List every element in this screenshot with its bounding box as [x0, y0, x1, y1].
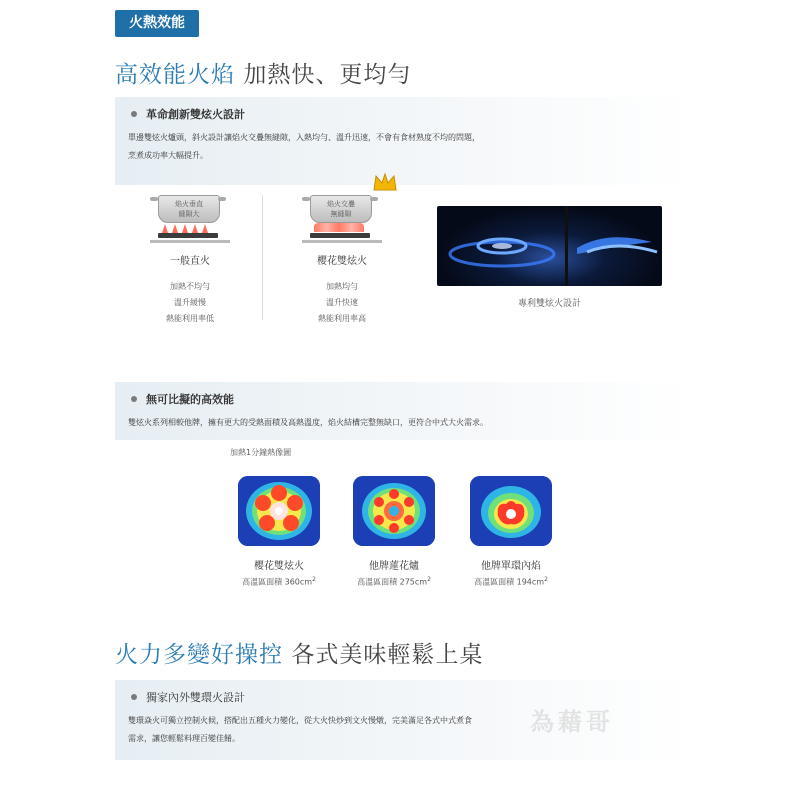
photo-caption: 專利雙炫火設計: [517, 299, 581, 309]
dual-flame-diagram: [302, 190, 382, 250]
section3-desc-line1: 雙環焱火可獨立控制火候，搭配出五種火力變化，從大火快炒到文火慢燉，完美滿足各式中式煮食: [128, 716, 472, 725]
thermal-area-2: [333, 572, 455, 591]
flame-icon: [182, 224, 188, 233]
thermal-image-2: [353, 476, 435, 546]
thermal-pattern-icon: [353, 476, 435, 546]
section1-title: [115, 56, 411, 89]
area-label: 高溫區面積: [242, 577, 283, 587]
section2-heading: 無可比擬的高效能: [146, 393, 234, 406]
section3-desc-line2: 需求，讓您輕鬆料理百變佳餚。: [128, 734, 240, 743]
section-tag: 火熱效能: [115, 10, 199, 37]
bullet-icon: [131, 396, 137, 402]
watermark: 為藉哥: [530, 708, 614, 736]
pot-icon: [158, 195, 220, 223]
left-pot-text-2: 縫隙大: [178, 210, 200, 218]
burner-icon: [310, 233, 370, 238]
section1-desc-line2: 烹煮成功率大幅提升。: [128, 151, 208, 160]
flame-icon: [162, 224, 168, 233]
bullet-icon: [131, 111, 137, 117]
thermal-image-3: [470, 476, 552, 546]
flame-icon: [192, 224, 198, 233]
ordinary-flame-diagram: [150, 190, 230, 250]
mid-note-3: 熱能利用率高: [318, 314, 366, 323]
pot-handle-icon: [218, 197, 226, 201]
left-label: 一般直火: [170, 256, 210, 267]
area-label: 高溫區面積: [474, 577, 515, 587]
area-value: 275cm: [399, 577, 428, 587]
section1-title-blue: 高效能火焰: [115, 62, 235, 88]
pot-handle-icon: [370, 197, 378, 201]
stove-top-line: [150, 240, 230, 243]
thermal-area-3: [450, 572, 572, 591]
heat-caption: 加熱1分鐘熱像圖: [230, 448, 292, 457]
section1-title-dark: 加熱快、更均勻: [243, 62, 412, 88]
area-value: 360cm: [284, 577, 313, 587]
left-note-1: 加熱不均勻: [170, 282, 210, 291]
area-label: 高溫區面積: [357, 577, 398, 587]
bullet-icon: [131, 694, 137, 700]
flame-icon: [172, 224, 178, 233]
thermal-image-1: [238, 476, 320, 546]
thermal-area-1: [218, 572, 340, 591]
thermal-pattern-icon: [470, 476, 552, 546]
mid-note-1: 加熱均勻: [326, 282, 358, 291]
flame-icon: [314, 223, 364, 232]
flame-icon: [202, 224, 208, 233]
section1-desc-line1: 單邊雙炫火爐頭，斜火設計讓焰火交疊無縫隙，入熱均勻、溫升迅速，不會有食材熟度不均的問題，: [128, 133, 480, 142]
area-unit-sup: 2: [427, 576, 431, 583]
section2-desc: 雙炫火系列相較他牌，擁有更大的受熱面積及高熱溫度，焰火結構完整無缺口，更符合中式大火需求。: [128, 418, 488, 427]
column-divider: [262, 195, 263, 320]
stove-top-line: [302, 240, 382, 243]
thermal-label-2: 他牌蓮花爐: [369, 561, 419, 572]
area-unit-sup: 2: [544, 576, 548, 583]
blue-flame-icon: [437, 206, 662, 286]
pot-handle-icon: [150, 197, 158, 201]
mid-pot-text-1: 焰火交疊: [327, 200, 355, 208]
pot-handle-icon: [302, 197, 310, 201]
mid-label: 櫻花雙炫火: [317, 256, 367, 267]
area-value: 194cm: [516, 577, 545, 587]
left-note-2: 溫升緩慢: [174, 298, 206, 307]
thermal-label-1: 櫻花雙炫火: [254, 561, 304, 572]
mid-note-2: 溫升快速: [326, 298, 358, 307]
area-unit-sup: 2: [312, 576, 316, 583]
section3-title-blue: 火力多變好操控: [115, 642, 283, 668]
section1-heading: 革命創新雙炫火設計: [146, 108, 245, 121]
burner-photo: [437, 206, 662, 286]
thermal-pattern-icon: [238, 476, 320, 546]
mid-pot-text-2: 無縫隙: [330, 210, 352, 218]
thermal-label-3: 他牌單環內焰: [481, 561, 541, 572]
left-note-3: 熱能利用率低: [166, 314, 214, 323]
crown-icon: [372, 172, 398, 194]
section3-title: [115, 636, 483, 669]
section3-title-dark: 各式美味輕鬆上桌: [291, 642, 484, 668]
pot-icon: [310, 195, 372, 223]
section3-heading: 獨家內外雙環火設計: [146, 691, 245, 704]
left-pot-text-1: 焰火垂直: [175, 200, 203, 208]
burner-icon: [158, 233, 218, 238]
